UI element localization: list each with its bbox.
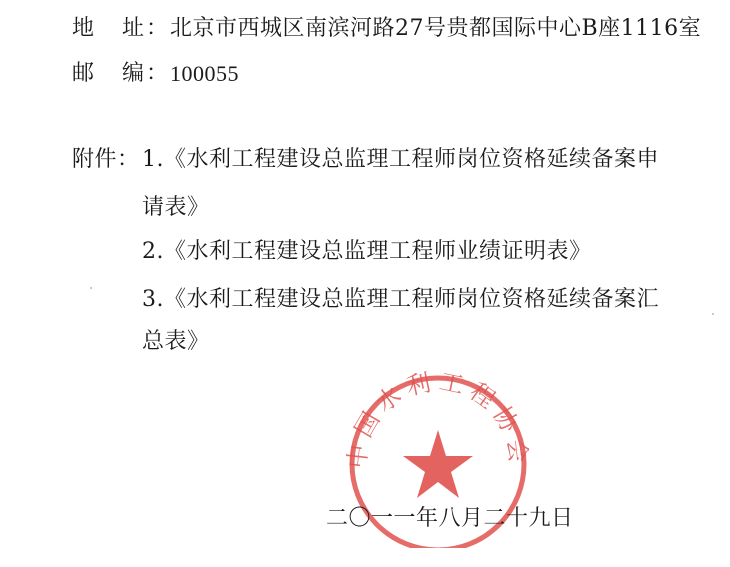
seal-text: 中国水利工程协会 [342,368,534,470]
attachment-item-3: 3.《水利工程建设总监理工程师岗位资格延续备案汇 [142,287,659,312]
postal-code-value: 100055 [170,61,239,86]
postal-label-char-1: 邮 [72,61,95,86]
address-value: 北京市西城区南滨河路27号贵都国际中心B座1116室 [170,16,702,41]
attachment-item-3-continued: 总表》 [142,329,210,354]
postal-label-char-2: 编 [122,61,145,86]
attachment-item-1-continued: 请表》 [142,195,210,220]
issue-date: 二〇一一年八月二十九日 [326,506,574,531]
address-label-char-2: 址 [122,16,145,41]
attachment-item-2: 2.《水利工程建设总监理工程师业绩证明表》 [142,239,592,264]
scan-speck [712,313,714,315]
postal-colon: ： [146,61,169,86]
attachment-item-1: 1.《水利工程建设总监理工程师岗位资格延续备案申 [142,147,659,172]
scan-speck [90,287,92,289]
address-colon: ： [146,16,169,41]
star-icon [403,430,473,498]
attachments-heading: 附件： [72,147,140,172]
address-label-char-1: 地 [72,16,95,41]
